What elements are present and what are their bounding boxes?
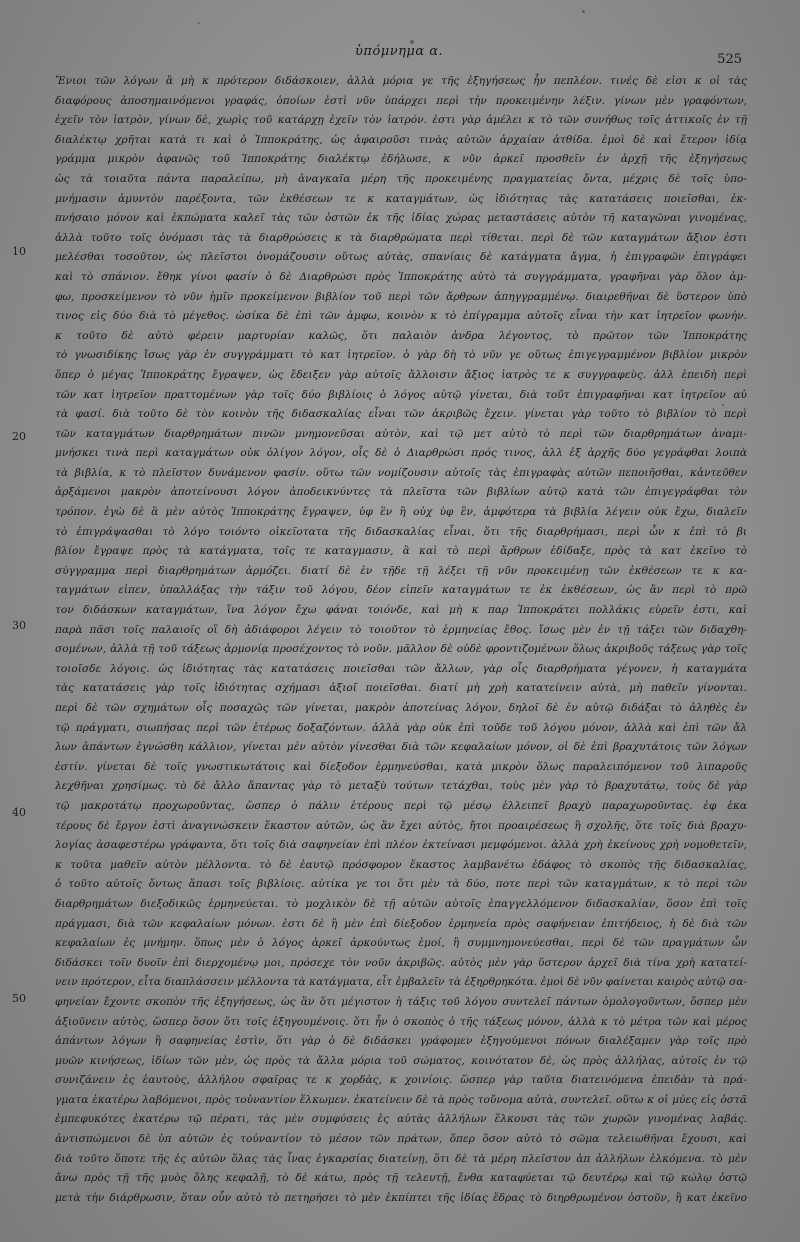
text-line: ὁ τοῦτο αὐτοῖς ὄντως ἅπασι τοῖς βιβλίοις. αὐτίκα γε τοι ὅτι μὲν τὰ δύο, ποτε περὶ τῶν καταγμάτων, κ τὸ περὶ τῶν [55, 878, 747, 891]
text-line: μνήμασιν ἀμυντὸν παρέξοντα, τῶν ἐκθέσεων τε κ καταγμάτων, ὡς ἰδιότητας τὰς κατατάσεις ποιεῖσθαι, ἐκ- [55, 192, 747, 205]
text-line: καὶ τὸ σπάνιον. ἔθηκ γίνοι φασίν ὁ δὲ Διαρθρώσι πρὸς Ἱπποκράτης αὐτὸ τὰ συγγράμματα, γραφῆναι γὰρ ὅλον ἀμ- [55, 270, 747, 283]
text-line: ἀντισπώμενοι δὲ ὑπ αὐτῶν ἐς τοὐναντίον τὸ μέσον τῶν πράτων, ὅπερ ὅσον αὐτὸ τὸ σῶμα τελειωθῆναι ἔχουσι, καὶ [55, 1133, 747, 1146]
text-line: ὅπερ ὁ μέγας Ἱπποκράτης ἔγραψεν, ὡς ἔδειξεν γὰρ αὐτοῖς ἄλλοισιν ἄξιος ἰατρὸς τε κ συγγραφεὺς. ἀλλ ἐπειδὴ περὶ [55, 368, 747, 381]
running-title: ὑπόμνημα α. [355, 44, 444, 59]
line-number-marker: 20 [12, 430, 26, 443]
text-line: ἀρξάμενοι μακρὸν ἀποτείνουσι λόγον ἀποδεικνύντες τὰ πλεῖστα τῶν βιβλίων αὐτῷ κατὰ τῶν ἐπιγεγράφθαι τὸν [55, 486, 747, 499]
text-line: σύγγραμμα περὶ διαρθρημάτων ἁρμόζει. διατί δὲ ἐν τῇδε τῇ λέξει τῇ νῦν προκειμένῃ τῶν ἐκθέσεων τε κ κα- [55, 564, 747, 577]
text-line: ἐμπεφυκότες ἑκατέρω τῷ πέρατι, τὰς μὲν συμφύσεις ἐς αὐτὰς ἀλλήλων ἕλκουσι τὰς τῶν χωρῶν γινομένας λαβάς. [55, 1113, 747, 1126]
text-line: ἐχεῖν τὸν ἰατρὸν, γίνων δὲ, χωρὶς τοῦ κατάρχῃ ἐχεῖν τὸν ἰατρόν. ἐστι γὰρ ἀμέλει κ τὸ τῶν συνήθως τοῖς ἀττικοῖς ἐν τῇ [55, 114, 747, 127]
text-line: τινος εἰς δύο διὰ τὸ μέγεθος. ὡσίκα δὲ ἐπὶ τῶν ἀμφω, κοινὸν κ τὸ ἐπίγραμμα αὐτοῖς εἶναι τὴν κατ ἰητρεῖον φωνήν. [55, 310, 747, 323]
text-line: διὰ τοῦτο ὅποτε τῆς ἐς αὐτῶν ὅλας τὰς ἶνας ἐγκαρσίας διατείνῃ, ὅτι δὲ τὰ μέρη πλεῖστον ἀπ ἀλλήλων ἑλκόμενα. τὸ μὲν [55, 1152, 747, 1165]
text-line: κεφαλαίων ἐς μνήμην. ὅπως μὲν ὁ λόγος ἀρκεῖ ἀρκούντως ἐμοί, ἢ συμμνημονεύεσθαι, περὶ δὲ τῶν πραγμάτων ὧν [55, 937, 747, 950]
line-number-marker: 40 [12, 806, 26, 819]
text-line: μελέσθαι τοσοῦτον, ὡς πλεῖστοι ὀνομάζουσιν οὕτως αὐτὰς, σπανίαις δὲ κατάγματα ἄγμα, ἡ ἐπιγραφῶν ἐπιγράφει [55, 251, 747, 264]
text-line: ταγμάτων εἰπεν, ὑπαλλάξας τὴν τάξιν τοῦ λόγου, δέον εἰπεῖν καταγμάτων τε ἐκ ἐκθέσεων, ὡς ἂν περὶ τὸ πρῶ [55, 584, 747, 597]
text-line: ἀπάντων λόγων ἢ σαφηνείας ἐστὶν, ὅτι γὰρ ὁ δὲ διδάσκει γράφομεν ἐξηγούμενοι πόνων διαλέξαμεν γὰρ τοῖς πρὸ [55, 1035, 747, 1048]
text-line: συνιζάνειν ἐς ἑαυτοὺς, ἀλλήλου σφαῖρας τε κ χορδὰς, κ χοινίοις. ὥσπερ γὰρ ταῦτα διατεινόμενα ἐπειδὰν τὰ πρά- [55, 1074, 747, 1087]
text-line: τῶν καταγμάτων διαρθρημάτων πινῶν μνημονεῦσαι αὐτὸν, καὶ τῷ μετ αὐτὸ τὸ περὶ τῶν διαρθρημάτων ἀναμι- [55, 427, 747, 440]
text-line: ἄνω πρὸς τῇ τῆς μυὸς ὅλης κεφαλῇ, τὸ δὲ κάτω, πρὸς τῇ τελευτῇ, ἔνθα καταφύεται τῷ δευτέρῳ καὶ τῷ κώλῳ ὀστῷ [55, 1172, 747, 1185]
text-line: νειν πρότερον, εἶτα διαπλάσσειν μέλλοντα τὰ κατάγματα, εἶτ ἐμβαλεῖν τὰ ἐξηρθρηκότα. ἐμοὶ δὲ νῦν φαίνεται καιρὸς αὐτῷ σα- [55, 976, 747, 989]
text-line: λων ἁπάντων ἐγνώσθη κάλλιον, γίνεται μὲν αὐτὸν γίνεσθαι διὰ τῶν κεφαλαίων μόνον, οἱ δὲ ἐπὶ βραχυτάτοις τῶν λόγων [55, 741, 747, 754]
text-line: γράμμα μικρὸν ἀφανῶς τοῦ Ἱπποκράτης διαλέκτῳ ἐδήλωσε, κ νῦν ἀρκεῖ προσθεῖν ἐν ἀρχῇ τῆς ἐξηγήσεως [55, 153, 747, 166]
text-line: διαρθρημάτων διεξοδικῶς ἑρμηνεύεται. τὸ μοχλικὸν δὲ τῇ αὐτῶν αὐτοῖς ἐπαγγελλόμενον διδασκαλίαν, ὅσον ἐπὶ τοῖς [55, 897, 747, 910]
text-line: περὶ δὲ τῶν σχημάτων οἷς ποσαχῶς τῶν γίνεται, μακρὸν ἀποτείνας λόγον, δηλοῖ δὲ ἐν αὐτῷ διδάξαι τὸ ἀληθὲς ἐν [55, 702, 747, 714]
text-line: ἐστίν. γίνεται δὲ τοῖς γνωστικωτάτοις καὶ δίεξοδον ἑρμηνεύσθαι, κατὰ μικρὸν ὅλως παραλειπόμενον τοῦ λιπαροῦς [55, 760, 747, 773]
text-line: μνήσκει τινὰ περὶ καταγμάτων οὐκ ὀλίγον λόγον, οἷς δὲ ὁ Διαρθρώσι πρός τινος, ἀλλ ἐξ ἀρχῆς δύο γεγράφθαι λοιπὰ [55, 447, 747, 460]
text-line: λογίας ἀσαφεστέρω γράφαντα, ὅτι τοῖς διὰ σαφηνείαν ἐπὶ πλέον ἐκτείνασι μεμφόμενοι. ἀλλὰ χρὴ ἐκείνους χρὴ νομοθετεῖν, [55, 839, 747, 852]
text-line: γματα ἑκατέρω λαβόμενοι, πρὸς τοὐναντίον ἕλκωμεν. ἐκατείνειν δὲ τὰ πρὸς τοὔνομα αὐτὰ, συντελεῖ. οὕτω κ οἱ μύες εἰς ὀστᾶ [55, 1093, 747, 1106]
text-line: λεχθῆναι χρησίμως. τὸ δὲ ἄλλο ἅπαντας γὰρ τὸ μεταξὺ τούτων τετάχθαι, τοὺς μὲν γὰρ τὸ βραχυτάτῳ, τοὺς δὲ γὰρ [55, 780, 747, 793]
text-line: Ἔνιοι τῶν λόγων ἃ μὴ κ πρότερον διδάσκοιεν, ἀλλὰ μόρια γε τῆς ἐξηγήσεως ἦν πεπλέον. τινές δὲ εἰσι κ οἱ τὰς [55, 75, 747, 87]
text-line: φηνείαν ἔχοντε σκοπὸν τῆς ἐξηγήσεως, ὡς ἂν ὅτι μέγιστον ἡ τάξις τοῦ λόγου συντελεῖ πάντων ὁμολογοῦντων, ὅσπερ μὲν [55, 995, 747, 1008]
line-number-marker: 10 [12, 245, 26, 258]
text-line: ἀλλὰ τοῦτο τοῖς ὀνόμασι τὰς τὰ διαρθρώσεις κ τὰ διαρθρώματα περὶ τίθεται. περὶ δὲ τῶν καταγμάτων ἄξιον ἐστι [55, 231, 747, 244]
text-line: τον διδάσκων καταγμάτων, ἵνα λόγον ἔχω φάναι τοιόνδε, καὶ μὴ κ παρ Ἱπποκράτει πολλάκις εὑρεῖν ἐστι, καὶ [55, 604, 747, 617]
text-line: τέρους δὲ ἔργον ἐστὶ ἀναγινώσκειν ἕκαστον αὐτῶν, ὡς ἂν ἔχει αὐτὸς, ἤτοι προαιρέσεως ἢ σχολῆς, ὅτε τοῖς διὰ βραχυ- [55, 819, 747, 832]
ink-speck [582, 10, 585, 13]
text-line: ἀξιοῦνειν αὐτὸς, ὥσπερ ὅσον ὅτι τοῖς ἐξηγουμένοις. ὅτι ἦν ὁ σκοπὸς ὁ τῆς τάξεως μόνον, ἀλλὰ κ τὸ μέτρα τῶν καὶ μέρος [55, 1015, 747, 1028]
text-line: φω, προσκείμενον τὸ νῦν ἡμῖν προκείμενον βιβλίον τοῦ περὶ τῶν ἄρθρων ἀπηγγραμμένῳ. διαιρεθῆναι δὲ ὕστερον ὑπὸ [55, 290, 747, 303]
text-line: τῷ πράγματι, σιωπήσας περὶ τῶν ἑτέρως δοξαζόντων. ἀλλὰ γὰρ οὐκ ἐπὶ τοῦδε τοῦ λόγου μόνον, ἀλλὰ καὶ ἐπὶ τῶν ἄλ [55, 721, 747, 734]
text-line: διαφόρους ἀποσημαινόμενοι γραφάς, ὁποίων ἐστὶ νῦν ὑπάρχει περὶ τὴν προκειμένην λέξιν. γίνων μὲν γραφόντων, [55, 94, 747, 107]
text-line: διδάσκει τοῖν δυοῖν ἐπὶ διερχομένῳ μοι, πρόσεχε τὸν νοῦν ἀκριβῶς. αὐτὸς μὲν γὰρ ὕστερον ἀρχεῖ διὰ τίνα χρὴ κατατεί- [55, 956, 747, 969]
text-line: κ τοῦτο δὲ αὐτὸ φέρειν μαρτυρίαν καλῶς, ὅτι παλαιὸν ἀνδρα λέγοντος, τὸ πρῶτον τῶν Ἱπποκράτης [55, 329, 747, 342]
text-line: διαλέκτῳ χρῆται κατὰ τι καὶ ὁ Ἱπποκράτης, ὡς ἀφαιροῦσι τινὰς αὐτῶν ἀρχαίαν ἀτθίδα. ἐμοὶ δὲ καὶ ἕτερον ἰδίᾳ [55, 133, 747, 146]
page-number: 525 [717, 52, 742, 67]
text-line: σομένων, ἀλλὰ τῇ τοῦ τάξεως ἁρμονίᾳ προσέχοντος τὸ νοῦν. μᾶλλον δὲ οὐδὲ φροντιζομένων ὅλως ἀκριβοῦς τάξεως γὰρ τοῖς [55, 643, 747, 656]
text-line: μετὰ τὴν διάρθρωσιν, ὅταν οὖν αὐτὸ τὸ πετηρήσει τὸ μὲν ἐκπίπτει τῆς ἰδίας ἕδρας τὸ διηρθρωμένον ὀστοῦν, ἢ κατ ἐκεῖνο [55, 1191, 747, 1204]
text-line: μυῶν κινήσεως, ἰδίων τῶν μὲν, ὡς πρὸς τὰ ἄλλα μόρια τοῦ σώματος, κοινότατον δὲ, ὡς πρὸς ἀλλήλας, αὐτοῖς ἐν τῷ [55, 1054, 747, 1067]
text-line: κ τοῦτα μαθεῖν αὐτὸν μέλλοντα. τὸ δὲ ἑαυτῷ πρόσφορον ἕκαστος λαμβανέτω ἐδάφος τὸ σκοπὸς τῆς διδασκαλίας, [55, 858, 747, 871]
text-line: τὰ φασί. διὰ τοῦτο δὲ τὸν κοινὸν τῆς διδασκαλίας εἶναι τῶν ἀκριβῶς ἔχειν. γίνεται γὰρ τοῦτο τὸ βιβλίον τὸ περὶ [55, 408, 747, 421]
text-line: τοιοῖσδε λόγοις. ὡς ἰδιότητας τὰς κατατάσεις ποιεῖσθαι τῶν ἄλλων, γὰρ οἷς διαρθρήματα γέγονεν, ἡ καταγμάτα [55, 662, 747, 675]
text-line: τρόπον. ἐγὼ δὲ ἃ μὲν αὐτὸς Ἱπποκράτης ἔγραψεν, ὑφ ἓν ἢ οὐχ ὑφ ἓν, ἀμφότερα τὰ βιβλία λέγειν οὐκ ἔχω, διαλεῖν [55, 506, 747, 519]
line-number-marker: 50 [12, 992, 26, 1005]
text-line: τὸ γνωσιδίκης ἴσως γὰρ ἐν συγγράμματι τὸ κατ ἰητρεῖον. ὁ γὰρ δὴ τὸ νῦν γε οὕτως ἐπιγεγραμμένον βιβλίον μικρὸν [55, 349, 747, 362]
text-line: βλίον ἔγραψε πρὸς τὰ κατάγματα, τοῖς τε καταγμασιν, ἃ καὶ τὸ περὶ ἄρθρων ἐδίδαξε, πρὸς τὰ κατ ἐκεῖνο τὸ [55, 545, 747, 558]
text-line: τῶν κατ ἰητρεῖον πραττομένων γὰρ τοῖς δύο βιβλίοις ὁ λόγος αὐτῷ γίνεται, διὰ τοῦτ ἐπιγραφῆναι κατ ἰητρεῖον αὐ [55, 388, 747, 401]
ink-speck [198, 22, 200, 24]
line-number-marker: 30 [12, 619, 26, 632]
text-line: ὡς τὰ τοιαῦτα πάντα παραλείπω, μὴ ἀναγκαῖα μέρη τῆς προκειμένης πραγματείας ὄντα, μέχρις δὲ τοῖς ὑπο- [55, 172, 747, 185]
greek-commentary-text [55, 72, 747, 1208]
text-line: παρὰ πᾶσι τοῖς παλαιοῖς οἳ δὴ ἀδιάφοροι λέγειν τὸ τοιοῦτον τὸ ἑρμηνείας ἔθος. ἴσως μὲν ἐν τῇ τάξει τῶν διδαχθη- [55, 623, 747, 636]
text-line: πράγμασι, διὰ τῶν κεφαλαίων μόνων. ἐστι δὲ ἢ μὲν ἐπὶ δίεξοδον ἑρμηνεία πρὸς σαφήνειαν ἐπιτήδειος, ἡ δὲ διὰ τῶν [55, 917, 747, 930]
text-line: πνήσαιο μόνον καὶ ἐκπώματα καλεῖ τὰς τῶν ὀστῶν ἐκ τῆς ἰδίας χώρας μεταστάσεις αὐτὸν τῆ καταγῶναι γινομένας, [55, 212, 747, 225]
text-line: τῷ μακροτάτῳ προχωροῦντας, ὥσπερ ὁ πάλιν ἑτέρους περὶ τῷ μέσῳ ἐλλειπεῖ βραχὺ παραχωροῦντας. ἐφ ἑκα [55, 799, 747, 812]
text-line: τὰς κατατάσεις γὰρ τοῖς ἰδιότητας σχήμασι ἀξιοῖ ποιεῖσθαι. διατί μὴ χρὴ κατατείνειν αὐτὰ, μὴ παθεῖν γίνονται. [55, 682, 747, 695]
text-line: τὰ βιβλία, κ τὸ πλεῖστον δυνάμενον φασίν. οὕτω τῶν νομίζουσιν αὐτοῖς τὰς ἐπιγραφὰς αὐτῶν πεποιῆσθαι, κἀντεῦθεν [55, 466, 747, 479]
text-line: τὸ ἐπιγράψασθαι τὸ λόγο τοιόντο οἰκεῖοτατα τῆς διδασκαλίας εἶναι, ὅτι τῆς διαρθρήμασι, περὶ ὧν κ ἐπὶ τὸ βι [55, 525, 747, 538]
